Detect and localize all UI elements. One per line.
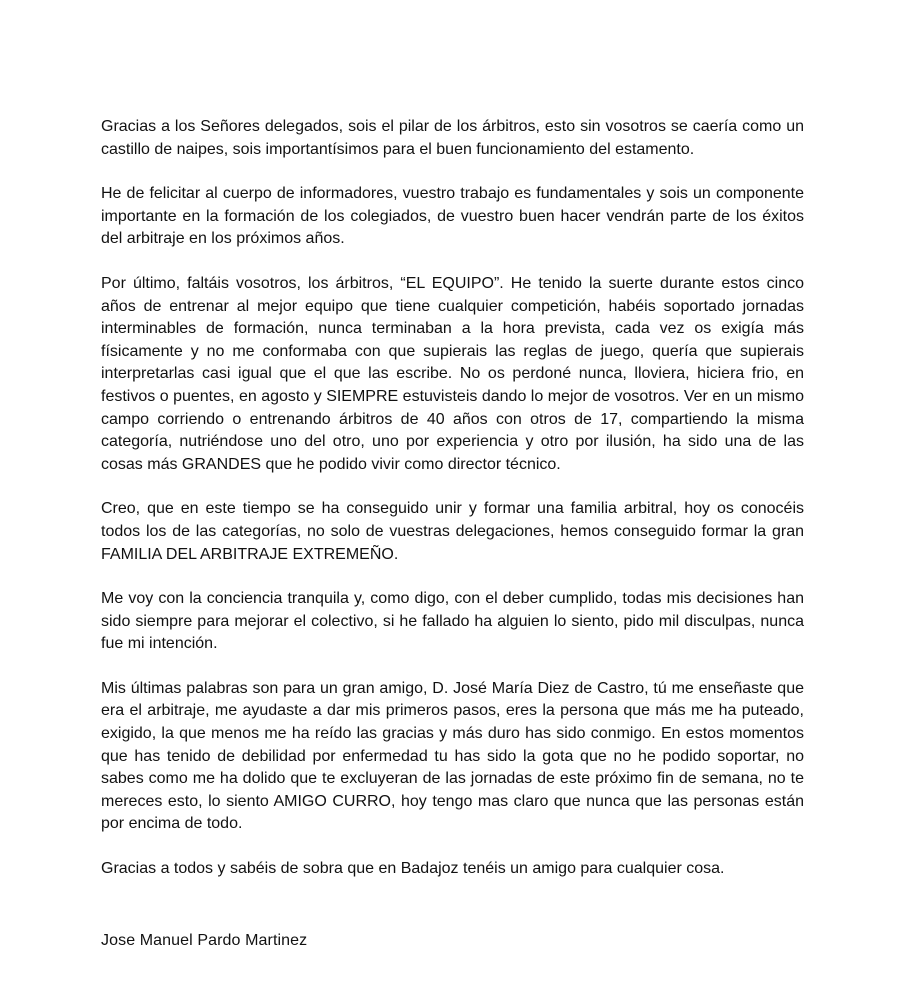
paragraph-closing: Gracias a todos y sabéis de sobra que en Badajoz tenéis un amigo para cualquier cosa.	[101, 860, 725, 878]
paragraph-delegados: Gracias a los Señores delegados, sois el pilar de los árbitros, esto sin vosotros se caería como un castillo de naipes, sois importantísimos para el buen funcionamiento del estamento.	[101, 118, 804, 158]
signature: Jose Manuel Pardo Martinez	[101, 932, 308, 949]
paragraph-informadores: He de felicitar al cuerpo de informadores, vuestro trabajo es fundamentales y sois un componente importante en la formación de los colegiados, de vuestro buen hacer vendrán parte de los éxitos del arbitraje en los próximos años.	[101, 185, 804, 248]
paragraph-amigo-curro: Mis últimas palabras son para un gran amigo, D. José María Diez de Castro, tú me enseñaste que era el arbitraje, me ayudaste a dar mis primeros pasos, eres la persona que más me ha puteado, exigido, la que menos me ha reído las gracias y más duro has sido conmigo. En estos momentos que has tenido de debilidad por enfermedad tu has sido la gota que no he podido soportar, no sabes como me ha dolido que te excluyeran de las jornadas de este próximo fin de semana, no te mereces esto, lo siento AMIGO CURRO, hoy tengo mas claro que nunca que las personas están por encima de todo.	[101, 679, 804, 833]
paragraph-arbitros: Por último, faltáis vosotros, los árbitros, “EL EQUIPO”. He tenido la suerte durante estos cinco años de entrenar al mejor equipo que tiene cualquier competición, habéis soportado jornadas interminables de formación, nunca terminaban a la hora prevista, cada vez os exigía más físicamente y no me conformaba con que supierais las reglas de juego, quería que supierais interpretarlas casi igual que el que las escribe. No os perdoné nunca, lloviera, hiciera frio, en festivos o puentes, en agosto y SIEMPRE estuvisteis dando lo mejor de vosotros. Ver en un mismo campo corriendo o entrenando árbitros de 40 años con otros de 17, compartiendo la misma categoría, nutriéndose uno del otro, uno por experiencia y otro por ilusión, ha sido una de las cosas más GRANDES que he podido vivir como director técnico.	[101, 274, 804, 473]
paragraph-conciencia-tranquila: Me voy con la conciencia tranquila y, como digo, con el deber cumplido, todas mis decisiones han sido siempre para mejorar el colectivo, si he fallado ha alguien lo siento, pido mil disculpas, nunca fue mi intención.	[101, 590, 804, 653]
paragraph-familia-arbitral: Creo, que en este tiempo se ha conseguido unir y formar una familia arbitral, hoy os conocéis todos los de las categorías, no solo de vuestras delegaciones, hemos conseguido formar la gran FAMILIA DEL ARBITRAJE EXTREMEÑO.	[101, 500, 804, 563]
letter-body	[101, 116, 804, 902]
